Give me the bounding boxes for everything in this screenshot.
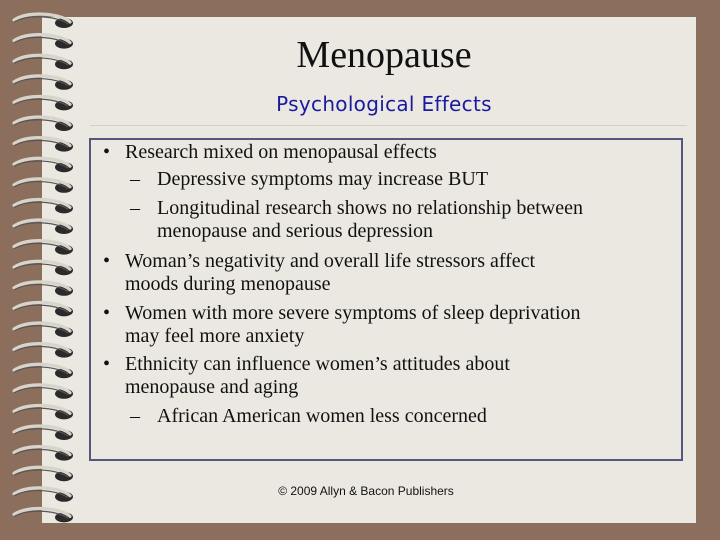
bullet-item <box>130 168 489 191</box>
slide-title: Menopause <box>296 34 472 76</box>
bullet-mark: – <box>130 168 140 190</box>
bullet-line: may feel more anxiety <box>125 325 305 347</box>
slide-subtitle: Psychological Effects <box>276 92 492 116</box>
bullet-item <box>130 405 487 428</box>
bullet-mark: • <box>103 141 111 163</box>
bullet-mark: • <box>103 250 111 272</box>
bullet-line: Woman’s negativity and overall life stressors affect <box>125 250 536 272</box>
bullet-line: moods during menopause <box>125 273 331 295</box>
bullet-mark: • <box>103 302 111 324</box>
bullet-line: menopause and serious depression <box>157 220 434 242</box>
bullet-item <box>103 353 510 399</box>
bullet-mark: – <box>130 197 140 219</box>
bullet-item <box>103 141 437 164</box>
bullet-line: Longitudinal research shows no relationship between <box>157 197 583 219</box>
bullet-mark: – <box>130 405 140 427</box>
bullet-line: Depressive symptoms may increase BUT <box>157 168 489 190</box>
bullet-line: Research mixed on menopausal effects <box>125 141 437 163</box>
bullet-item <box>103 250 536 296</box>
title-divider <box>90 125 687 126</box>
spiral-binding-icon <box>0 0 90 540</box>
bullet-line: Ethnicity can influence women’s attitudes about <box>125 353 510 375</box>
bullet-item <box>130 197 583 243</box>
bullet-item <box>103 302 581 348</box>
bullet-line: Women with more severe symptoms of sleep deprivation <box>125 302 581 324</box>
bullet-line: African American women less concerned <box>157 405 487 427</box>
bullet-mark: • <box>103 353 111 375</box>
bullet-line: menopause and aging <box>125 376 299 398</box>
copyright-footer: © 2009 Allyn & Bacon Publishers <box>278 484 454 498</box>
